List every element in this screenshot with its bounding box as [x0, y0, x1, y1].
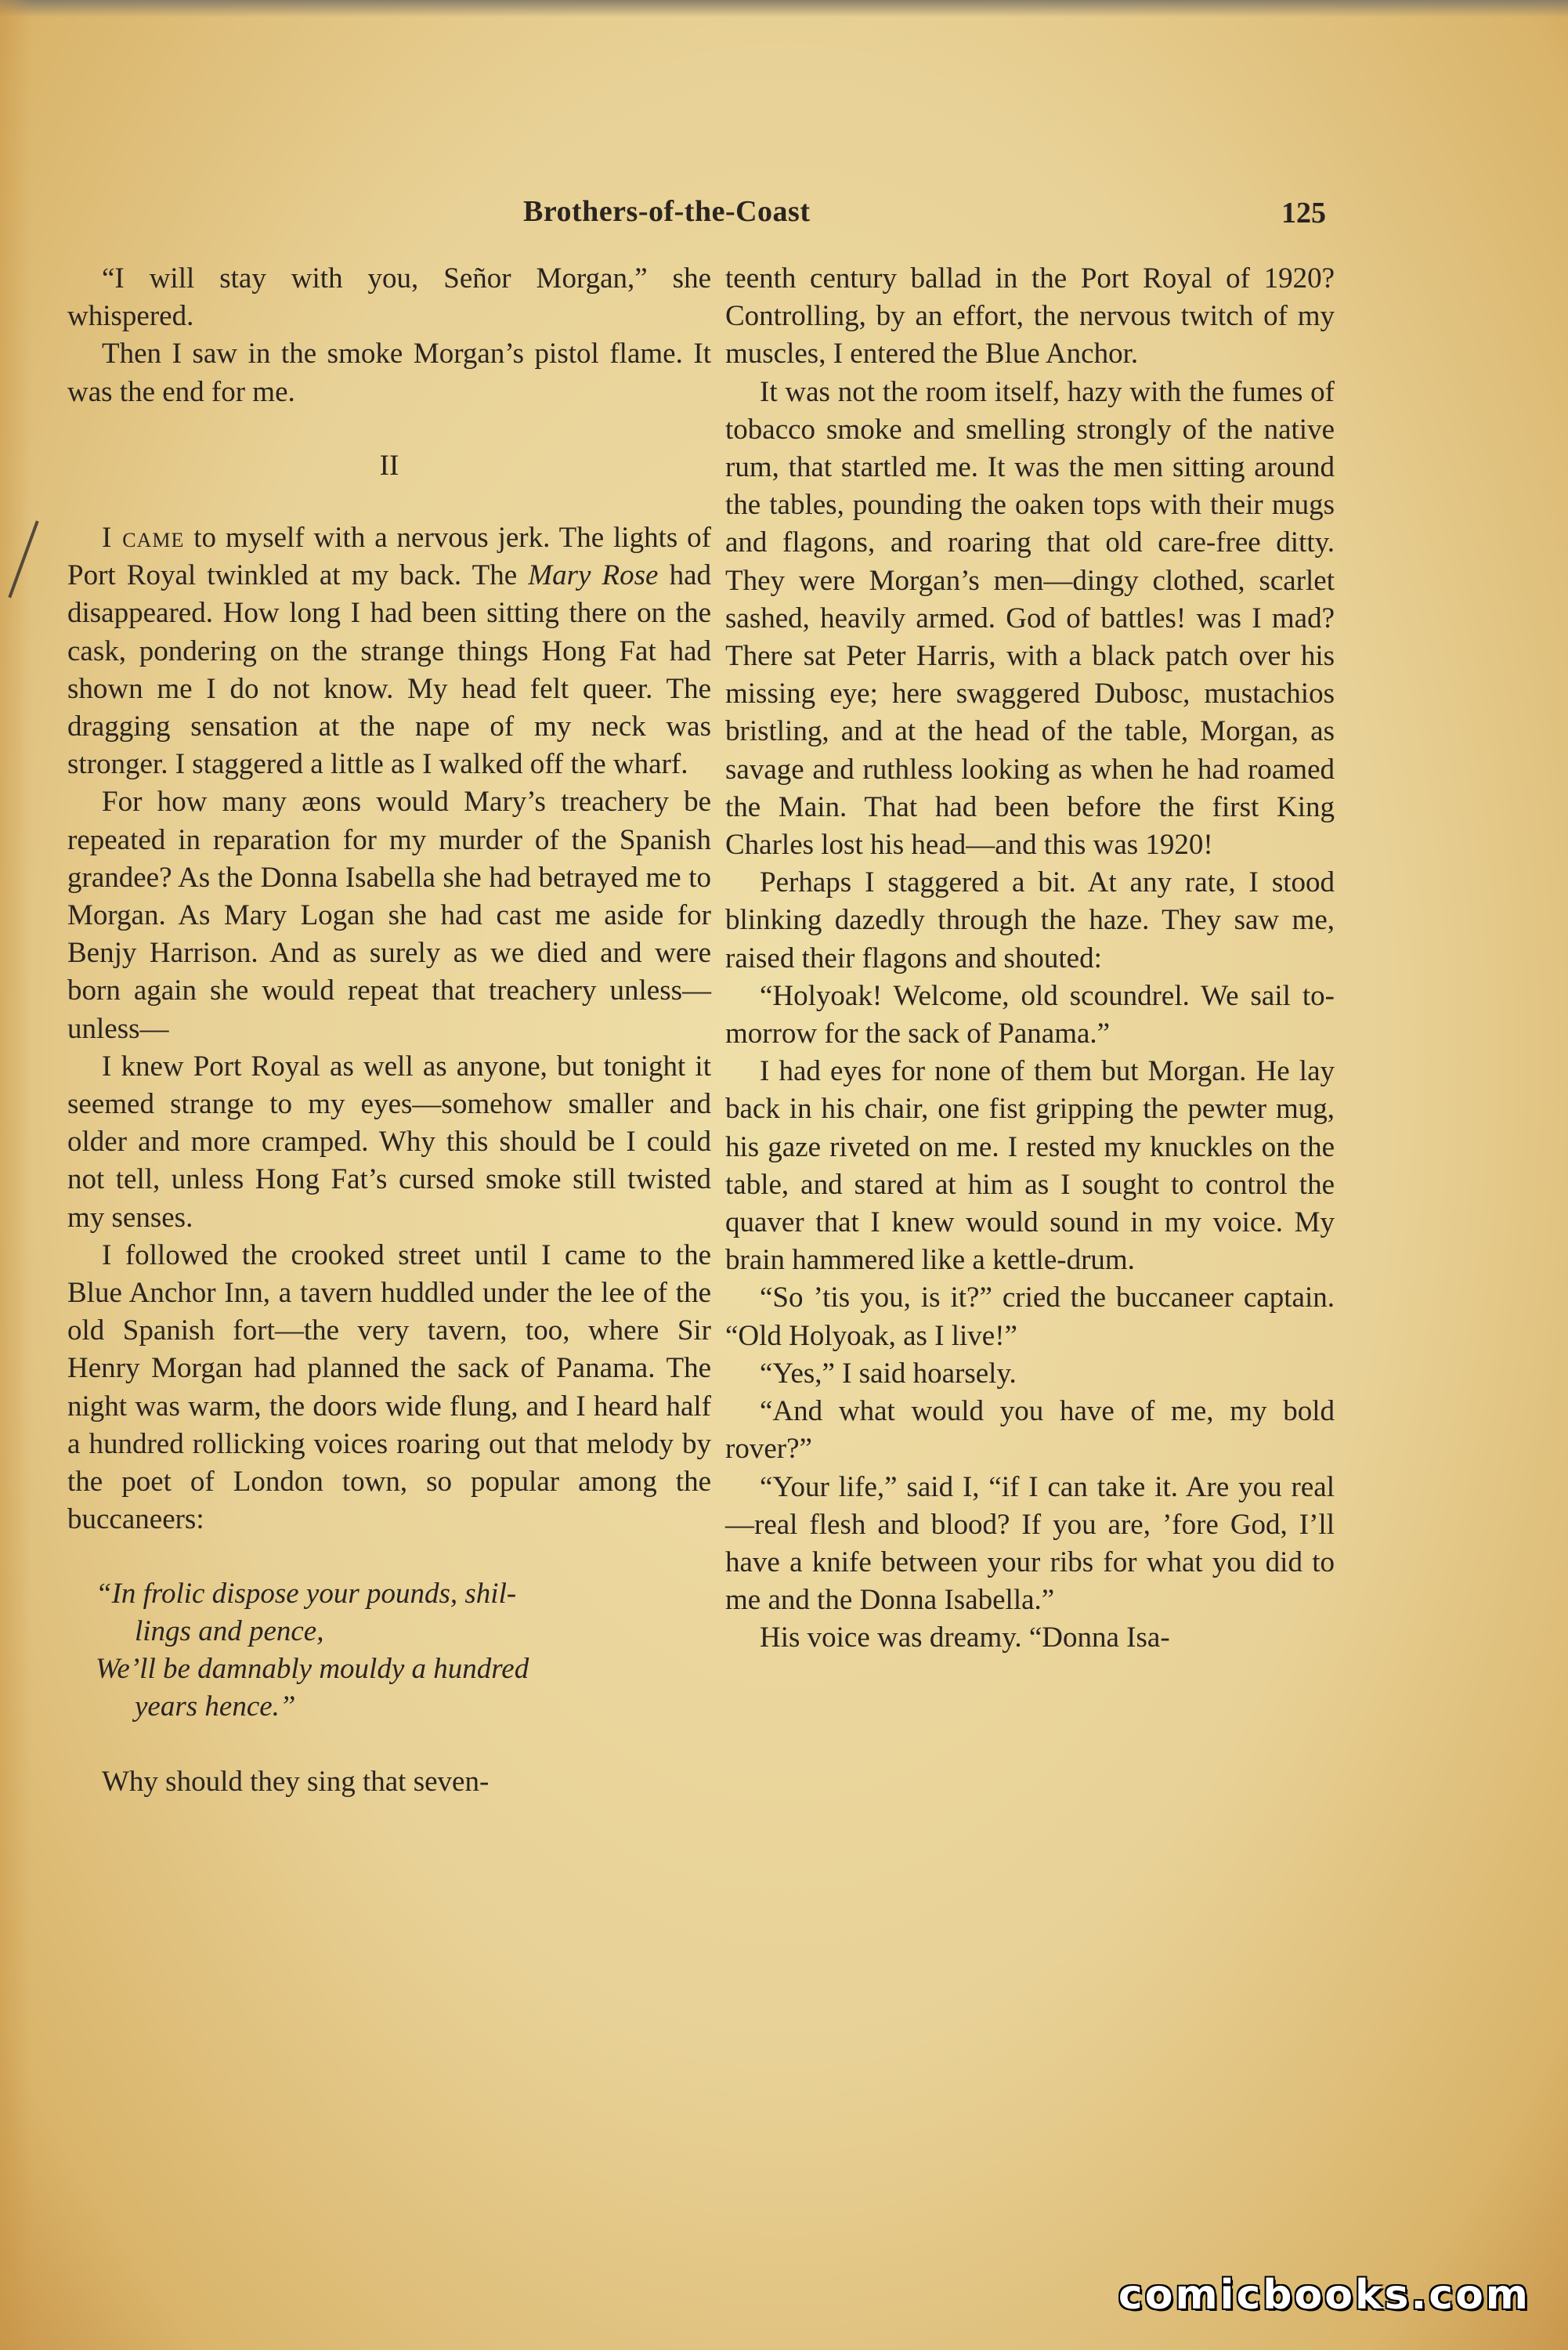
- paragraph: It was not the room itself, hazy with the fumes of tobacco smoke and smelling strongly of the native rum, that startled me. It was the men sitting around the tables, pounding the oaken tops with their mugs and flagons, and roaring that old care-free ditty. They were Morgan’s men—dingy clothed, scarlet sashed, heavily armed. God of battles! was I mad? There sat Peter Harris, with a black patch over his missing eye; here swaggered Dubosc, mustachios bristling, and at the head of the table, Morgan, as savage and ruthless looking as when he had roamed the Main. That had been before the first King Charles lost his head—and this was 1920!: [725, 375, 1335, 862]
- paragraph: “Holyoak! Welcome, old scoundrel. We sail to-morrow for the sack of Panama.”: [725, 979, 1335, 1050]
- running-title: Brothers-of-the-Coast: [523, 195, 811, 228]
- right-column: [725, 260, 1335, 1658]
- paragraph: I knew Port Royal as well as anyone, but tonight it seemed strange to my eyes—somehow smaller and older and more cramped. Why this should be I could not tell, unless Hong Fat’s cursed smoke still twisted my senses.: [67, 1050, 711, 1234]
- verse: [67, 1575, 711, 1726]
- verse-line: years hence.”: [135, 1690, 296, 1723]
- verse-line: “In frolic dispose your pounds, shil-: [96, 1577, 517, 1610]
- paragraph: “Yes,” I said hoarsely.: [760, 1357, 1017, 1390]
- paragraph: Then I saw in the smoke Morgan’s pistol flame. It was the end for me.: [67, 338, 711, 408]
- paragraph: I had eyes for none of them but Morgan. He lay back in his chair, one fist gripping the pewter mug, his gaze riveted on me. I rested my knuckles on the table, and stared at him as I sought to control the quaver that I knew would sound in my voice. My brain hammered like a kettle-drum.: [725, 1055, 1335, 1277]
- paragraph: I followed the crooked street until I came to the Blue Anchor Inn, a tavern huddled under the lee of the old Spanish fort—the very tavern, too, where Sir Henry Morgan had planned the sack of Panama. The night was warm, the doors wide flung, and I heard half a hundred rollicking voices roaring out that melody by the poet of London town, so popular among the buccaneers:: [67, 1238, 711, 1536]
- paragraph: Why should they sing that seven-: [102, 1766, 490, 1799]
- paragraph: teenth century ballad in the Port Royal of 1920? Controlling, by an effort, the nervous twitch of my muscles, I entered the Blue Anchor.: [725, 262, 1335, 371]
- paragraph: “So ’tis you, is it?” cried the buccaneer captain. “Old Holyoak, as I live!”: [725, 1282, 1335, 1352]
- paragraph-text: had disappeared. How long I had been sitting there on the cask, pondering on the strange things Hong Fat had shown me I do not know. My head felt queer. The dragging sensation at the nape of my neck was stronger. I staggered a little as I walked off the wharf.: [67, 559, 711, 781]
- page-top-edge: [0, 0, 1568, 17]
- verse-line: lings and pence,: [135, 1614, 324, 1647]
- watermark: comicbooks.com: [1118, 2272, 1530, 2319]
- ship-name: Mary Rose: [528, 559, 659, 592]
- page-header: [0, 194, 1568, 241]
- left-column: [67, 260, 711, 1802]
- section-number: II: [379, 449, 399, 482]
- paragraph: [67, 519, 711, 783]
- paragraph: “And what would you have of me, my bold rover?”: [725, 1395, 1335, 1466]
- page-left-edge: [0, 0, 31, 2350]
- paragraph-lead: I came: [102, 522, 185, 555]
- verse-line: We’ll be damnably mouldy a hundred: [96, 1652, 529, 1685]
- paragraph: For how many æons would Mary’s treachery be repeated in reparation for my murder of the Spanish grandee? As the Donna Isabella she had betrayed me to Morgan. As Mary Logan she had cast me aside for Benjy Harrison. And as surely as we died and were born again she would repeat that treachery unless—unless—: [67, 786, 711, 1045]
- paragraph: His voice was dreamy. “Donna Isa-: [760, 1622, 1170, 1654]
- paragraph: “Your life,” said I, “if I can take it. Are you real—real flesh and blood? If you are, ’fore God, I’ll have a knife between your ribs for what you did to me and the Donna Isabella.”: [725, 1470, 1335, 1617]
- page-number: 125: [1281, 197, 1326, 230]
- paragraph-text: to myself with a nervous jerk. The lights of Port Royal twinkled at my back. The: [67, 522, 711, 592]
- paragraph: Perhaps I staggered a bit. At any rate, I stood blinking dazedly through the haze. They saw me, raised their flagons and shouted:: [725, 866, 1335, 974]
- paragraph: “I will stay with you, Señor Morgan,” she whispered.: [67, 262, 711, 333]
